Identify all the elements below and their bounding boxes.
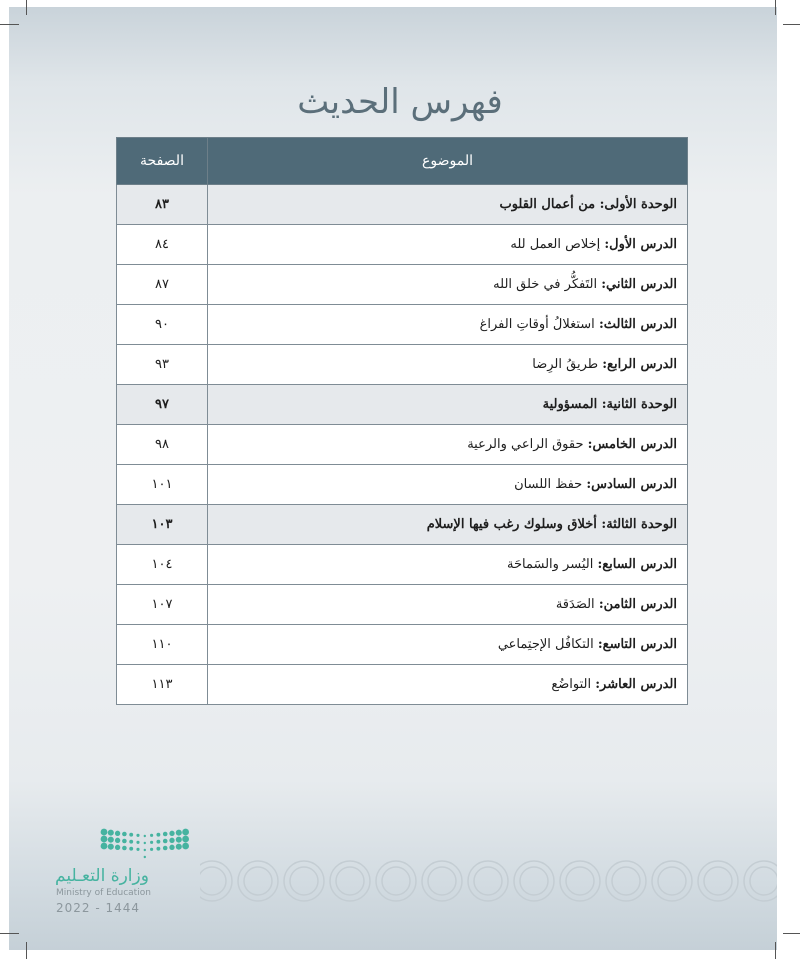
table-header-row: [117, 138, 688, 185]
ministry-logo-dots-icon: [100, 828, 190, 860]
logo-dot: [115, 831, 120, 836]
logo-dot: [156, 833, 160, 837]
logo-dot: [163, 832, 168, 837]
logo-dot: [136, 848, 139, 851]
toc-unit-row: [117, 505, 688, 545]
toc-topic-cell: [208, 545, 688, 585]
ornament-ring-inner: [382, 867, 410, 895]
toc-topic-cell: [208, 305, 688, 345]
toc-page-number: ١٠٧: [117, 585, 208, 625]
toc-lesson-row: [117, 585, 688, 625]
toc-page-number: ٩٣: [117, 345, 208, 385]
ornament-ring-inner: [336, 867, 364, 895]
logo-dot: [169, 838, 174, 843]
logo-dot: [176, 837, 182, 843]
logo-dot: [129, 833, 133, 837]
ornament-ring-inner: [200, 867, 226, 895]
toc-topic-cell: [208, 225, 688, 265]
logo-dot: [136, 834, 139, 837]
toc-entry-title: أخلاق وسلوك رغب فيها الإسلام: [426, 517, 597, 532]
ministry-name-arabic: وزارة التعـليم: [55, 866, 149, 886]
toc-entry-label: الدرس الثاني:: [601, 277, 677, 292]
toc-entry-label: الدرس الرابع:: [602, 357, 677, 372]
toc-entry-title: إخلاص العمل لله: [510, 237, 601, 252]
toc-page-number: ٩٨: [117, 425, 208, 465]
logo-dot: [169, 831, 174, 836]
toc-entry-label: الدرس الأول:: [604, 237, 677, 252]
crop-mark: [775, 942, 776, 959]
toc-page-number: ٩٧: [117, 385, 208, 425]
toc-entry-title: التواضُع: [551, 677, 592, 692]
logo-dot: [136, 841, 139, 844]
logo-dot: [129, 840, 133, 844]
toc-unit-row: [117, 185, 688, 225]
logo-dot: [144, 849, 146, 851]
toc-entry-title: اليُسر والسَماحَة: [506, 557, 594, 572]
crop-mark: [775, 0, 776, 15]
ministry-name-english: Ministry of Education: [56, 888, 151, 898]
logo-dot: [150, 848, 153, 851]
toc-topic-cell: [208, 665, 688, 705]
toc-entry-title: الصَدَقة: [555, 597, 595, 612]
logo-dot: [108, 844, 114, 850]
toc-table: [116, 137, 688, 705]
ornament-ring-inner: [520, 867, 548, 895]
toc-lesson-row: [117, 665, 688, 705]
toc-topic-cell: [208, 625, 688, 665]
logo-dot: [156, 840, 160, 844]
logo-dot: [108, 837, 114, 843]
logo-dot: [122, 832, 127, 837]
toc-page-number: ١٠٣: [117, 505, 208, 545]
toc-topic-cell: [208, 265, 688, 305]
logo-dot: [176, 830, 182, 836]
toc-entry-label: الوحدة الثالثة:: [601, 517, 677, 532]
toc-page-number: ١١٣: [117, 665, 208, 705]
toc-topic-cell: [208, 345, 688, 385]
toc-page-number: ٨٣: [117, 185, 208, 225]
logo-dot: [101, 843, 108, 850]
toc-topic-cell: [208, 465, 688, 505]
logo-dot: [101, 836, 108, 843]
ornament-ring-inner: [704, 867, 732, 895]
toc-lesson-row: [117, 425, 688, 465]
ornament-ring-inner: [658, 867, 686, 895]
toc-lesson-row: [117, 305, 688, 345]
logo-dot: [144, 835, 146, 837]
crop-mark: [26, 942, 27, 959]
crop-mark: [0, 24, 19, 25]
toc-entry-label: الدرس السابع:: [597, 557, 677, 572]
toc-topic-cell: [208, 185, 688, 225]
toc-page-number: ٨٧: [117, 265, 208, 305]
toc-entry-label: الوحدة الثانية:: [601, 397, 677, 412]
toc-entry-label: الدرس الثالث:: [598, 317, 677, 332]
toc-topic-cell: [208, 585, 688, 625]
logo-dot: [163, 839, 168, 844]
toc-page-number: ١٠٤: [117, 545, 208, 585]
toc-lesson-row: [117, 225, 688, 265]
toc-entry-title: حفظ اللسان: [514, 477, 583, 492]
toc-topic-cell: [208, 505, 688, 545]
ornament-ring-inner: [244, 867, 272, 895]
toc-entry-title: التكافُل الإجتِماعي: [497, 637, 594, 652]
crop-mark: [783, 24, 800, 25]
toc-entry-label: الدرس السادس:: [586, 477, 677, 492]
toc-lesson-row: [117, 625, 688, 665]
toc-entry-title: استغلالُ أوقاتِ الفراغ: [479, 317, 595, 332]
ornament-ring-inner: [612, 867, 640, 895]
logo-dot: [101, 829, 108, 836]
ornament-ring-inner: [750, 867, 777, 895]
logo-dot: [122, 846, 127, 851]
ornament-ring-inner: [290, 867, 318, 895]
toc-page-number: ٨٤: [117, 225, 208, 265]
ornament-ring-inner: [428, 867, 456, 895]
toc-lesson-row: [117, 465, 688, 505]
toc-entry-label: الدرس التاسع:: [597, 637, 677, 652]
logo-dot: [115, 845, 120, 850]
toc-topic-cell: [208, 385, 688, 425]
logo-dot: [182, 829, 189, 836]
toc-entry-title: حقوق الراعي والرعية: [467, 437, 584, 452]
logo-dot: [129, 847, 133, 851]
logo-dot: [150, 841, 153, 844]
toc-topic-cell: [208, 425, 688, 465]
toc-lesson-row: [117, 265, 688, 305]
logo-dot: [150, 834, 153, 837]
crop-mark: [0, 933, 19, 934]
logo-dot: [108, 830, 114, 836]
edition-year: 2022 - 1444: [56, 901, 141, 915]
toc-lesson-row: [117, 345, 688, 385]
column-header-page: الصفحة: [117, 138, 208, 185]
decorative-ornament-band: [200, 855, 777, 915]
toc-entry-label: الدرس الثامن:: [598, 597, 677, 612]
logo-dot: [115, 838, 120, 843]
logo-dot: [182, 843, 189, 850]
page-title: فهرس الحديث: [297, 82, 503, 122]
logo-dot: [182, 836, 189, 843]
ornament-ring-inner: [566, 867, 594, 895]
toc-entry-title: من أعمال القلوب: [499, 197, 596, 212]
toc-entry-title: طريقُ الرِضا: [532, 357, 599, 372]
toc-page-number: ٩٠: [117, 305, 208, 345]
toc-unit-row: [117, 385, 688, 425]
logo-dot: [122, 839, 127, 844]
toc-page-number: ١٠١: [117, 465, 208, 505]
logo-dot: [163, 846, 168, 851]
logo-dot: [144, 856, 146, 858]
logo-dot: [156, 847, 160, 851]
crop-mark: [26, 0, 27, 15]
toc-entry-title: المسؤولية: [542, 397, 598, 412]
column-header-topic: الموضوع: [208, 138, 688, 185]
logo-dot: [176, 844, 182, 850]
ornament-ring-inner: [474, 867, 502, 895]
crop-mark: [783, 933, 800, 934]
toc-entry-label: الوحدة الأولى:: [599, 197, 677, 212]
toc-lesson-row: [117, 545, 688, 585]
toc-entry-label: الدرس الخامس:: [587, 437, 677, 452]
toc-entry-title: التَفكُّر في خلق الله: [493, 277, 598, 292]
logo-dot: [169, 845, 174, 850]
toc-page-number: ١١٠: [117, 625, 208, 665]
toc-entry-label: الدرس العاشر:: [595, 677, 677, 692]
logo-dot: [144, 842, 146, 844]
